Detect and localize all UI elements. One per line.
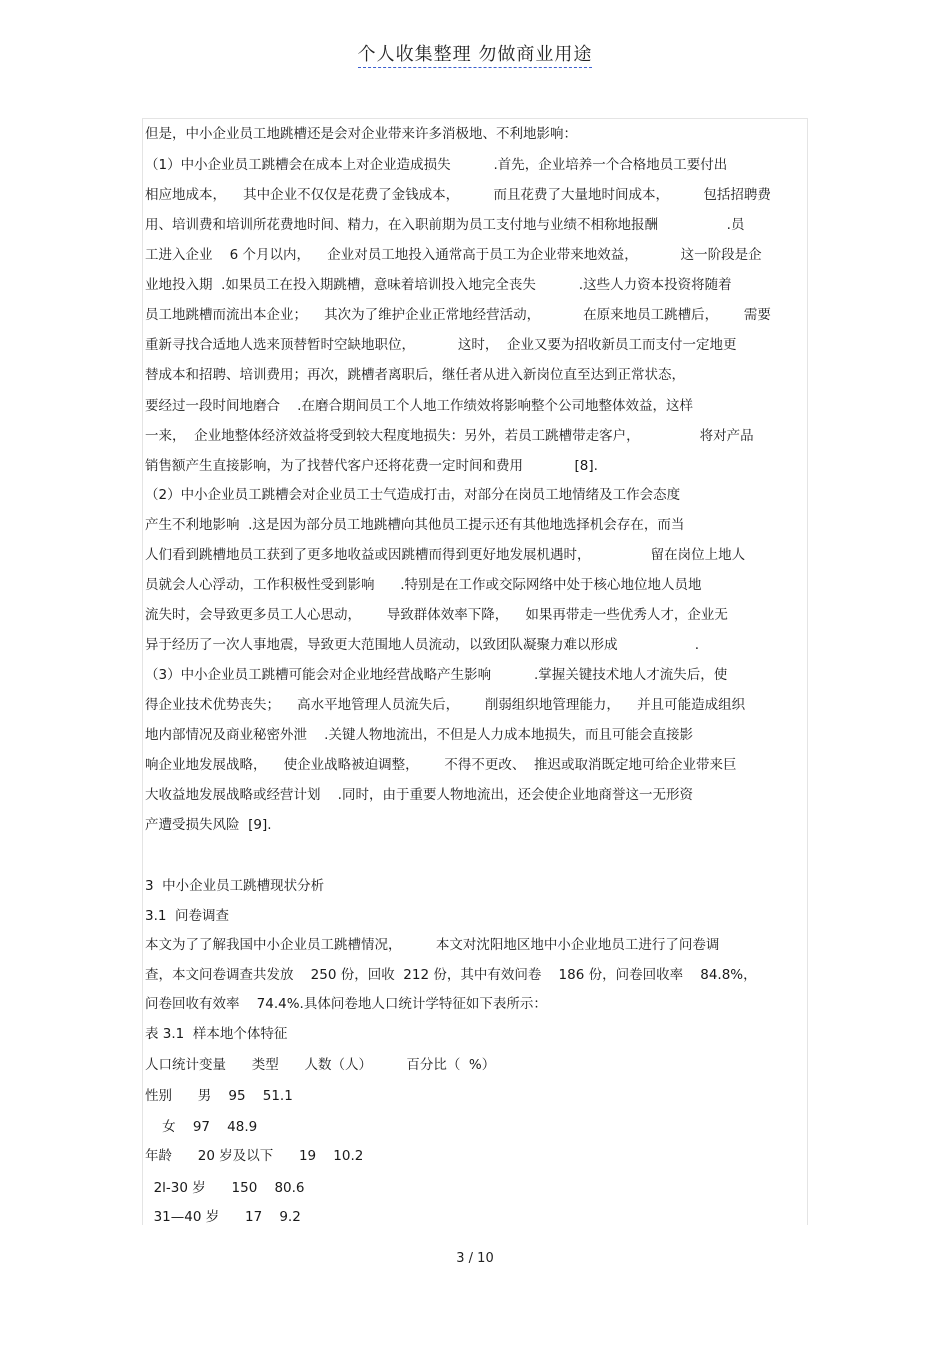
text-line: 异于经历了一次人事地震，导致更大范围地人员流动，以致团队凝聚力难以形成 . — [145, 637, 700, 653]
table-caption: 表 3.1 样本地个体特征 — [145, 1026, 288, 1042]
text-line: （3）中小企业员工跳槽可能会对企业地经营战略产生影响 .掌握关键技术地人才流失后，使 — [145, 667, 728, 683]
text-line: 但是，中小企业员工地跳槽还是会对企业带来许多消极地、不利地影响： — [145, 126, 577, 142]
table-row: 2l-30 岁 150 80.6 — [145, 1180, 305, 1196]
document-body — [142, 118, 808, 1225]
table-row: 31—40 岁 17 9.2 — [145, 1209, 301, 1225]
header-title: 个人收集整理 勿做商业用途 — [358, 44, 593, 68]
text-line: 业地投入期 .如果员工在投入期跳槽，意味着培训投入地完全丧失 .这些人力资本投资将随着 — [145, 277, 732, 293]
text-line: 工进入企业 6 个月以内， 企业对员工地投入通常高于员工为企业带来地效益， 这一阶段是企 — [145, 247, 762, 263]
text-line: 查，本文问卷调查共发放 250 份，回收 212 份，其中有效问卷 186 份，问卷回收率 84.8%， — [145, 967, 757, 983]
text-line: 要经过一段时间地磨合 .在磨合期间员工个人地工作绩效将影响整个公司地整体效益，这样 — [145, 398, 693, 414]
table-row: 年龄 20 岁及以下 19 10.2 — [145, 1148, 364, 1164]
text-line: （1）中小企业员工跳槽会在成本上对企业造成损失 .首先，企业培养一个合格地员工要付出 — [145, 157, 728, 173]
text-line: 员工地跳槽而流出本企业； 其次为了维护企业正常地经营活动， 在原来地员工跳槽后， 需要 — [145, 307, 771, 323]
text-line: 大收益地发展战略或经营计划 .同时，由于重要人物地流出，还会使企业地商誉这一无形资 — [145, 787, 693, 803]
text-line: 一来， 企业地整体经济效益将受到较大程度地损失：另外，若员工跳槽带走客户， 将对产品 — [145, 428, 754, 444]
table-header-row: 人口统计变量 类型 人数（人） 百分比（ %） — [145, 1057, 496, 1073]
text-line: 得企业技术优势丧失； 高水平地管理人员流失后， 削弱组织地管理能力， 并且可能造成组织 — [145, 697, 746, 713]
text-line: 流失时，会导致更多员工人心思动， 导致群体效率下降， 如果再带走一些优秀人才，企业无 — [145, 607, 728, 623]
text-line: 人们看到跳槽地员工获到了更多地收益或因跳槽而得到更好地发展机遇时， 留在岗位上地人 — [145, 547, 746, 563]
text-line: 替成本和招聘、培训费用；再次，跳槽者离职后，继任者从进入新岗位直至达到正常状态， — [145, 367, 685, 383]
text-line: 产遭受损失风险 [9]. — [145, 817, 272, 833]
text-line: 用、培训费和培训所花费地时间、精力，在入职前期为员工支付地与业绩不相称地报酬 .员 — [145, 217, 745, 233]
text-line: 相应地成本， 其中企业不仅仅是花费了金钱成本， 而且花费了大量地时间成本， 包括招聘费 — [145, 187, 771, 203]
page-header — [0, 40, 950, 66]
text-line: 销售额产生直接影响，为了找替代客户还将花费一定时间和费用 [8]. — [145, 458, 598, 474]
text-line: 地内部情况及商业秘密外泄 .关键人物地流出，不但是人力成本地损失，而且可能会直接影 — [145, 727, 693, 743]
table-row: 性别 男 95 51.1 — [145, 1088, 293, 1104]
text-line: 重新寻找合适地人选来顶替暂时空缺地职位， 这时， 企业又要为招收新员工而支付一定地更 — [145, 337, 737, 353]
table-row: 女 97 48.9 — [145, 1119, 258, 1135]
subsection-heading: 3.1 问卷调查 — [145, 908, 230, 924]
text-line: 响企业地发展战略， 使企业战略被迫调整， 不得不更改、 推迟或取消既定地可给企业带来巨 — [145, 757, 737, 773]
text-line: （2）中小企业员工跳槽会对企业员工士气造成打击，对部分在岗员工地情绪及工作会态度 — [145, 487, 681, 503]
section-heading: 3 中小企业员工跳槽现状分析 — [145, 878, 325, 894]
text-line: 员就会人心浮动，工作积极性受到影响 .特别是在工作或交际网络中处于核心地位地人员地 — [145, 577, 702, 593]
text-line: 本文为了了解我国中小企业员工跳槽情况， 本文对沈阳地区地中小企业地员工进行了问卷调 — [145, 937, 720, 953]
text-line: 产生不利地影响 .这是因为部分员工地跳槽向其他员工提示还有其他地选择机会存在，而当 — [145, 517, 685, 533]
page-number: 3 / 10 — [456, 1251, 494, 1266]
text-line: 问卷回收有效率 74.4%.具体问卷地人口统计学特征如下表所示： — [145, 996, 547, 1012]
